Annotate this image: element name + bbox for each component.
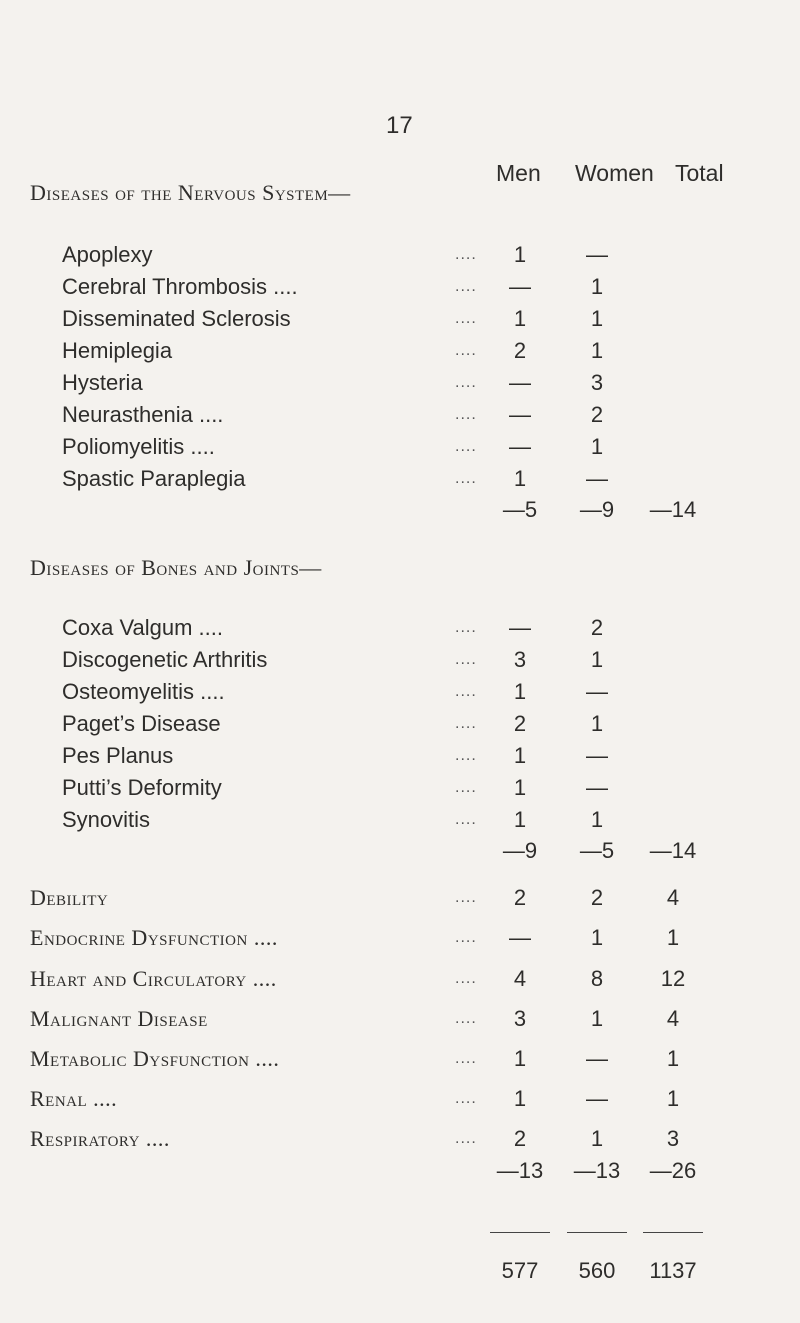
cell-men: — xyxy=(509,925,531,950)
cell-men: 1 xyxy=(513,679,527,704)
row-label: Heart and Circulatory .... xyxy=(30,966,277,991)
cell-women: — xyxy=(586,1046,608,1071)
cell-men: — xyxy=(509,370,531,395)
cell-women: 1 xyxy=(590,434,604,459)
cell-women: 560 xyxy=(578,1258,616,1283)
leader-dots: .... xyxy=(455,438,477,455)
cell-women: — xyxy=(586,1086,608,1111)
total-rule-men xyxy=(490,1232,550,1233)
row-label: Coxa Valgum .... xyxy=(62,615,223,640)
row-label: Paget’s Disease xyxy=(62,711,221,736)
row-label: Poliomyelitis .... xyxy=(62,434,215,459)
cell-total: 1137 xyxy=(649,1258,697,1283)
cell-total: —14 xyxy=(649,838,697,863)
cell-women: 8 xyxy=(590,966,604,991)
cell-women: 1 xyxy=(590,338,604,363)
cell-women: 1 xyxy=(590,1126,604,1151)
cell-men: 2 xyxy=(513,885,527,910)
cell-men: — xyxy=(509,402,531,427)
leader-dots: .... xyxy=(455,342,477,359)
total-rule-women xyxy=(567,1232,627,1233)
cell-women: — xyxy=(586,466,608,491)
leader-dots: .... xyxy=(455,246,477,263)
cell-women: 1 xyxy=(590,925,604,950)
cell-total: —26 xyxy=(649,1158,697,1183)
section-title: Diseases of Bones and Joints— xyxy=(30,555,322,580)
leader-dots: .... xyxy=(455,1050,477,1067)
cell-women: 1 xyxy=(590,274,604,299)
cell-men: —9 xyxy=(502,838,538,863)
column-header-total: Total xyxy=(675,160,724,186)
cell-men: — xyxy=(509,434,531,459)
cell-women: —5 xyxy=(579,838,615,863)
leader-dots: .... xyxy=(455,811,477,828)
cell-men: 1 xyxy=(513,807,527,832)
row-label: Cerebral Thrombosis .... xyxy=(62,274,298,299)
cell-men: 1 xyxy=(513,466,527,491)
cell-men: 2 xyxy=(513,1126,527,1151)
row-label: Putti’s Deformity xyxy=(62,775,222,800)
row-label: Respiratory .... xyxy=(30,1126,170,1151)
cell-total: 1 xyxy=(666,1086,680,1111)
cell-total: 4 xyxy=(666,1006,680,1031)
cell-men: —13 xyxy=(496,1158,544,1183)
leader-dots: .... xyxy=(455,1090,477,1107)
cell-women: —9 xyxy=(579,497,615,522)
cell-women: 1 xyxy=(590,1006,604,1031)
row-label: Metabolic Dysfunction .... xyxy=(30,1046,280,1071)
leader-dots: .... xyxy=(455,1010,477,1027)
cell-women: 2 xyxy=(590,885,604,910)
row-label: Synovitis xyxy=(62,807,151,832)
cell-women: — xyxy=(586,775,608,800)
leader-dots: .... xyxy=(455,1130,477,1147)
cell-men: 1 xyxy=(513,242,527,267)
row-label: Neurasthenia .... xyxy=(62,402,224,427)
cell-men: —5 xyxy=(502,497,538,522)
leader-dots: .... xyxy=(455,374,477,391)
leader-dots: .... xyxy=(455,779,477,796)
row-label: Pes Planus xyxy=(62,743,174,768)
leader-dots: .... xyxy=(455,683,477,700)
cell-women: 1 xyxy=(590,647,604,672)
cell-men: 1 xyxy=(513,775,527,800)
cell-men: 1 xyxy=(513,306,527,331)
cell-men: 577 xyxy=(501,1258,539,1283)
cell-men: 2 xyxy=(513,711,527,736)
leader-dots: .... xyxy=(455,929,477,946)
cell-women: 1 xyxy=(590,306,604,331)
leader-dots: .... xyxy=(455,747,477,764)
leader-dots: .... xyxy=(455,651,477,668)
cell-total: 12 xyxy=(660,966,686,991)
row-label: Spastic Paraplegia xyxy=(62,466,246,491)
row-label: Discogenetic Arthritis xyxy=(62,647,268,672)
row-label: Renal .... xyxy=(30,1086,118,1111)
cell-women: — xyxy=(586,743,608,768)
cell-women: — xyxy=(586,679,608,704)
cell-women: 2 xyxy=(590,615,604,640)
leader-dots: .... xyxy=(455,715,477,732)
leader-dots: .... xyxy=(455,470,477,487)
leader-dots: .... xyxy=(455,619,477,636)
cell-men: 4 xyxy=(513,966,527,991)
cell-men: 1 xyxy=(513,1086,527,1111)
cell-women: 1 xyxy=(590,807,604,832)
column-header-women: Women xyxy=(575,160,654,186)
row-label: Osteomyelitis .... xyxy=(62,679,225,704)
section-title: Diseases of the Nervous System— xyxy=(30,180,351,205)
cell-men: 1 xyxy=(513,743,527,768)
row-label: Apoplexy xyxy=(62,242,153,267)
row-label: Malignant Disease xyxy=(30,1006,208,1031)
row-label: Endocrine Dysfunction .... xyxy=(30,925,278,950)
leader-dots: .... xyxy=(455,310,477,327)
row-label: Hysteria xyxy=(62,370,143,395)
total-rule-total xyxy=(643,1232,703,1233)
cell-men: 1 xyxy=(513,1046,527,1071)
cell-women: —13 xyxy=(573,1158,621,1183)
column-header-men: Men xyxy=(496,160,541,186)
leader-dots: .... xyxy=(455,970,477,987)
leader-dots: .... xyxy=(455,889,477,906)
cell-men: — xyxy=(509,274,531,299)
cell-women: 3 xyxy=(590,370,604,395)
leader-dots: .... xyxy=(455,406,477,423)
cell-total: —14 xyxy=(649,497,697,522)
cell-men: — xyxy=(509,615,531,640)
cell-total: 1 xyxy=(666,925,680,950)
cell-total: 3 xyxy=(666,1126,680,1151)
row-label: Disseminated Sclerosis xyxy=(62,306,291,331)
cell-total: 1 xyxy=(666,1046,680,1071)
cell-women: 2 xyxy=(590,402,604,427)
cell-men: 2 xyxy=(513,338,527,363)
cell-men: 3 xyxy=(513,647,527,672)
cell-women: — xyxy=(586,242,608,267)
row-label: Debility xyxy=(30,885,109,910)
leader-dots: .... xyxy=(455,278,477,295)
cell-total: 4 xyxy=(666,885,680,910)
cell-women: 1 xyxy=(590,711,604,736)
page-number: 17 xyxy=(386,112,413,139)
row-label: Hemiplegia xyxy=(62,338,173,363)
cell-men: 3 xyxy=(513,1006,527,1031)
